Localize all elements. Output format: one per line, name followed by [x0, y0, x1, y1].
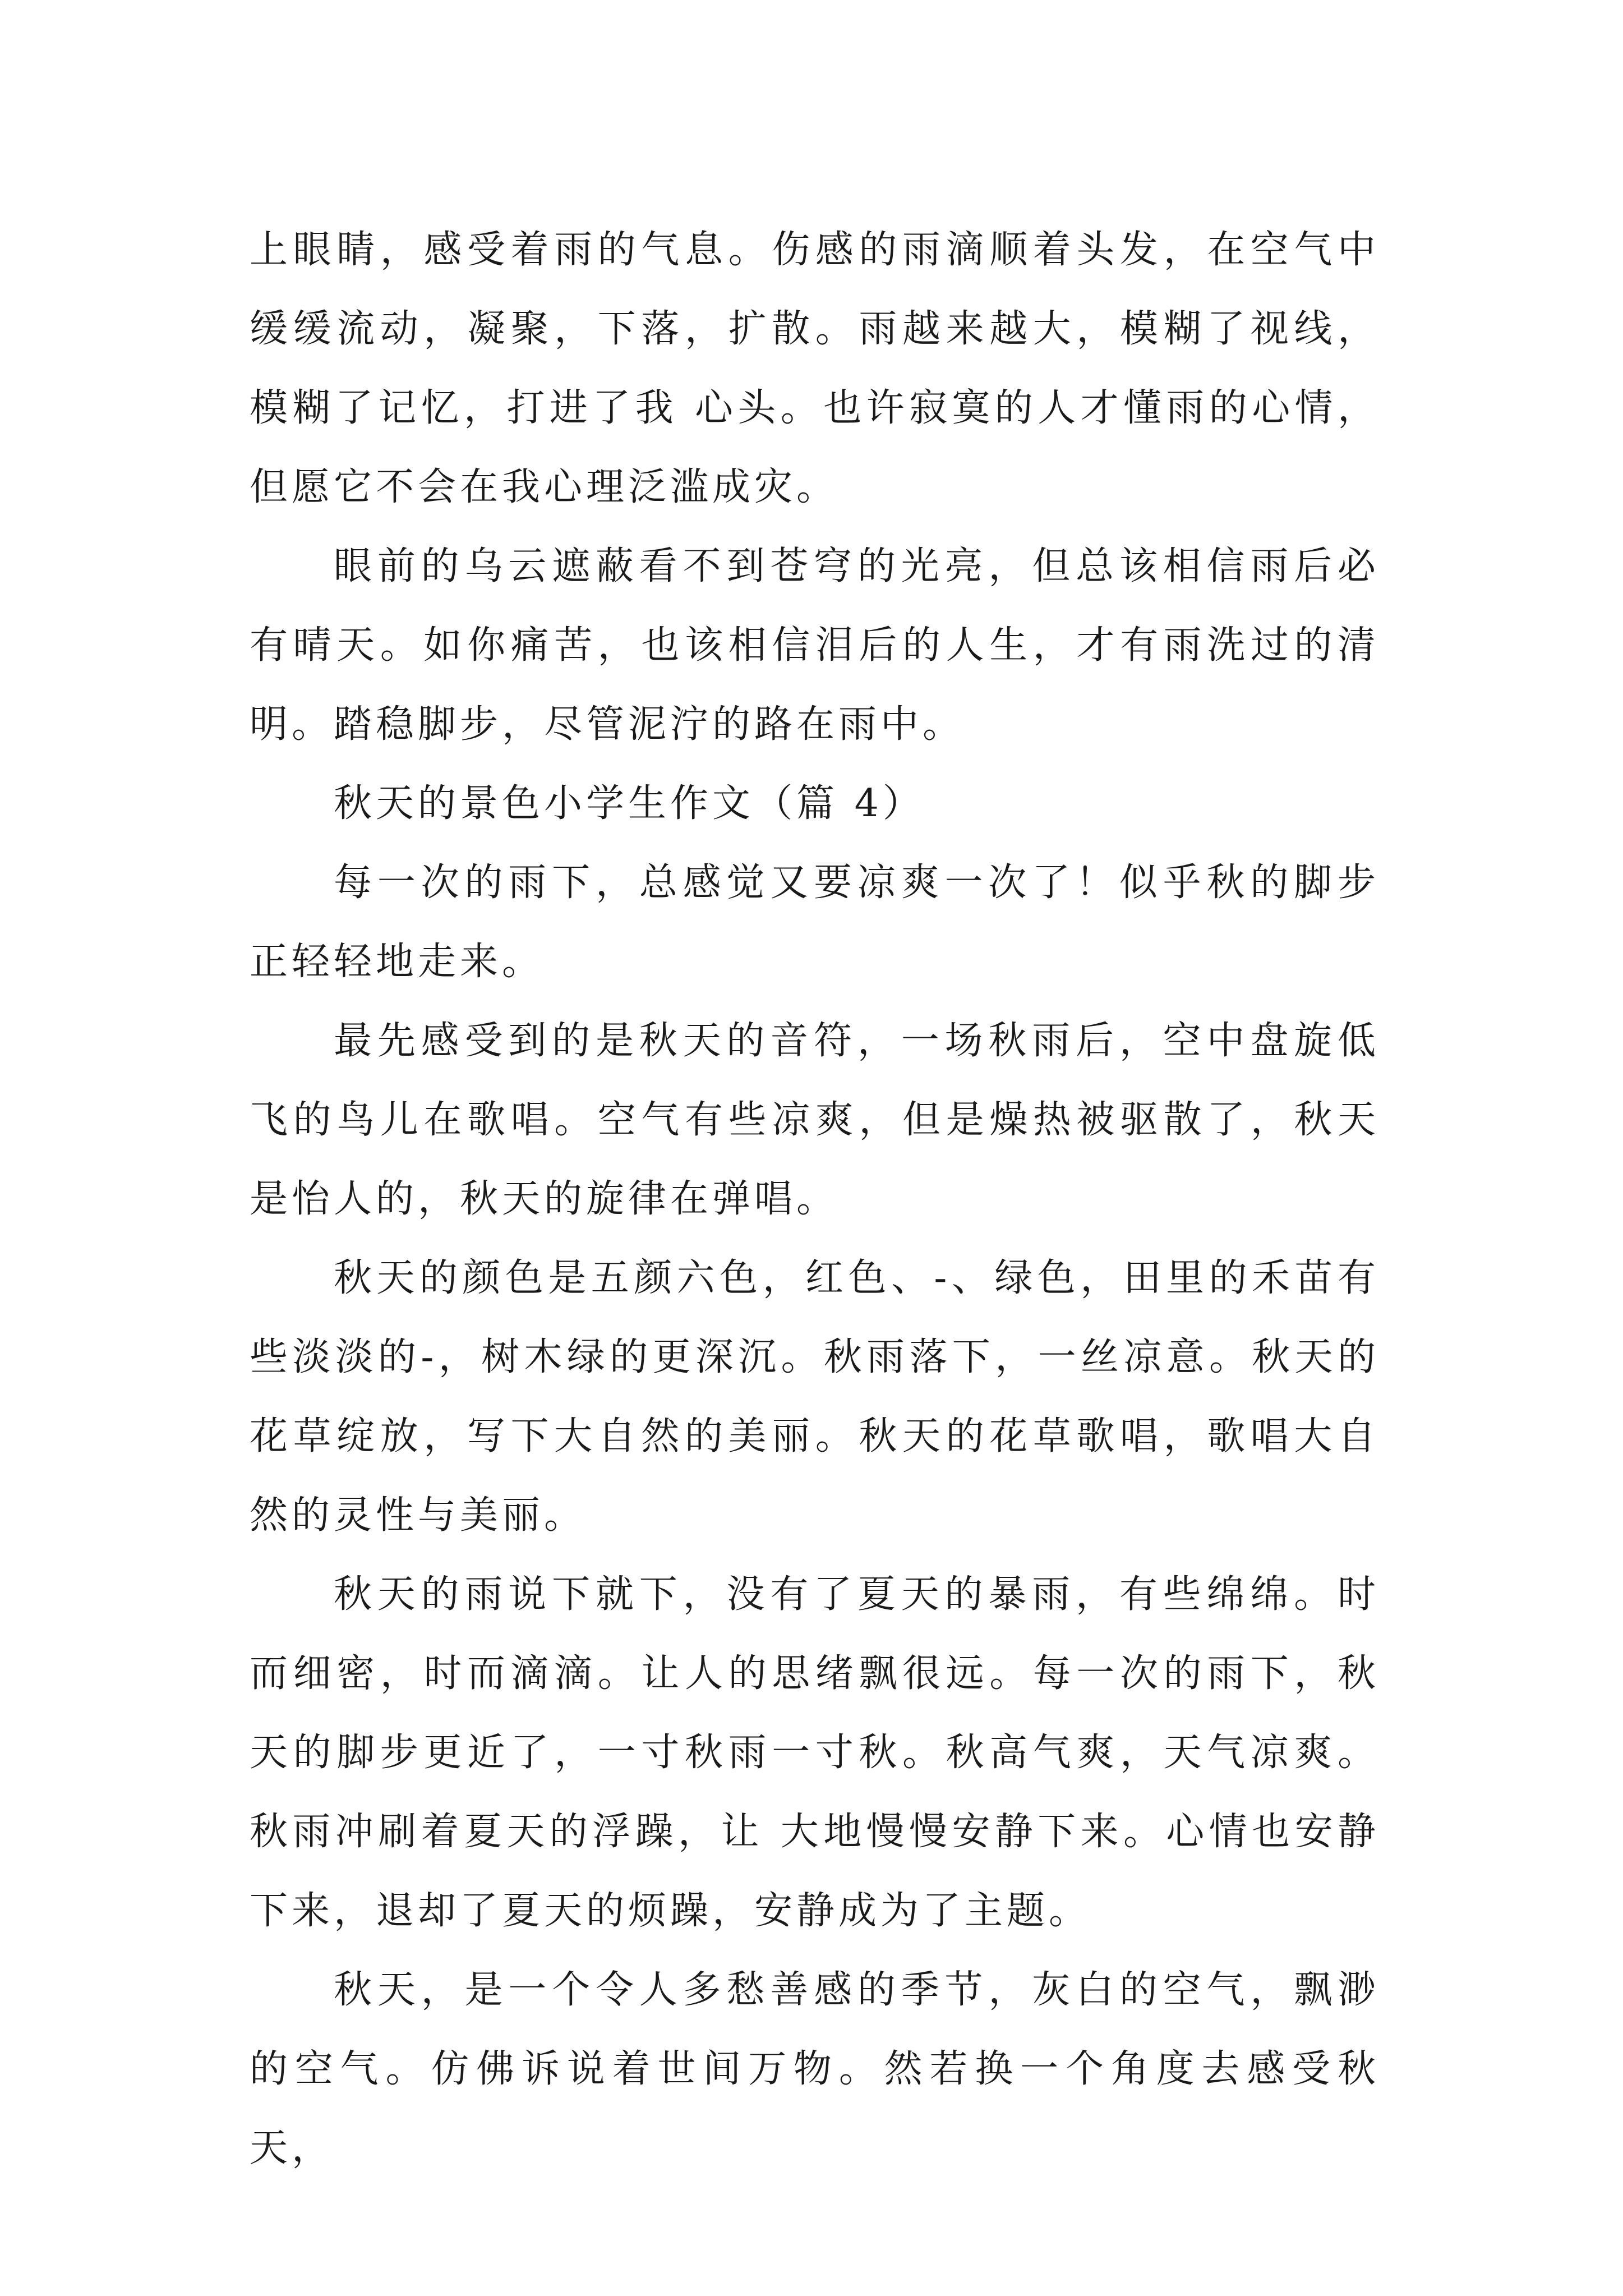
paragraph-4: 最先感受到的是秋天的音符，一场秋雨后，空中盘旋低飞的鸟儿在歌唱。空气有些凉爽，但是燥热被驱散了，秋天是怡人的，秋天的旋律在弹唱。: [250, 1019, 1380, 1221]
paragraph-7: 秋天，是一个令人多愁善感的季节，灰白的空气，飘渺的空气。仿佛诉说着世间万物。然若换一个角度去感受秋天，: [250, 1968, 1380, 2170]
paragraph-6: 秋天的雨说下就下，没有了夏天的暴雨，有些绵绵。时而细密，时而滴滴。让人的思绪飘很远。每一次的雨下，秋天的脚步更近了，一寸秋雨一寸秋。秋高气爽，天气凉爽。秋雨冲刷着夏天的浮躁，让 大地慢慢安静下来。心情也安静下来，退却了夏天的烦躁，安静成为了主题。: [250, 1572, 1380, 1933]
paragraph-2: 眼前的乌云遮蔽看不到苍穹的光亮，但总该相信雨后必有晴天。如你痛苦，也该相信泪后的人生，才有雨洗过的清明。踏稳脚步，尽管泥泞的路在雨中。: [250, 544, 1380, 747]
section-heading: 秋天的景色小学生作文（篇 4）: [334, 781, 925, 826]
paragraph-5: 秋天的颜色是五颜六色，红色、-、绿色，田里的禾苗有些淡淡的-，树木绿的更深沉。秋雨落下，一丝凉意。秋天的花草绽放，写下大自然的美丽。秋天的花草歌唱，歌唱大自然的灵性与美丽。: [250, 1256, 1380, 1538]
paragraph-3: 每一次的雨下，总感觉又要凉爽一次了！似乎秋的脚步正轻轻地走来。: [250, 861, 1380, 984]
document-body: [250, 210, 1380, 2188]
paragraph-1: 上眼睛，感受着雨的气息。伤感的雨滴顺着头发，在空气中缓缓流动，凝聚，下落，扩散。雨越来越大，模糊了视线，模糊了记忆，打进了我 心头。也许寂寞的人才懂雨的心情，但愿它不会在我心理泛滥成灾。: [250, 228, 1380, 509]
